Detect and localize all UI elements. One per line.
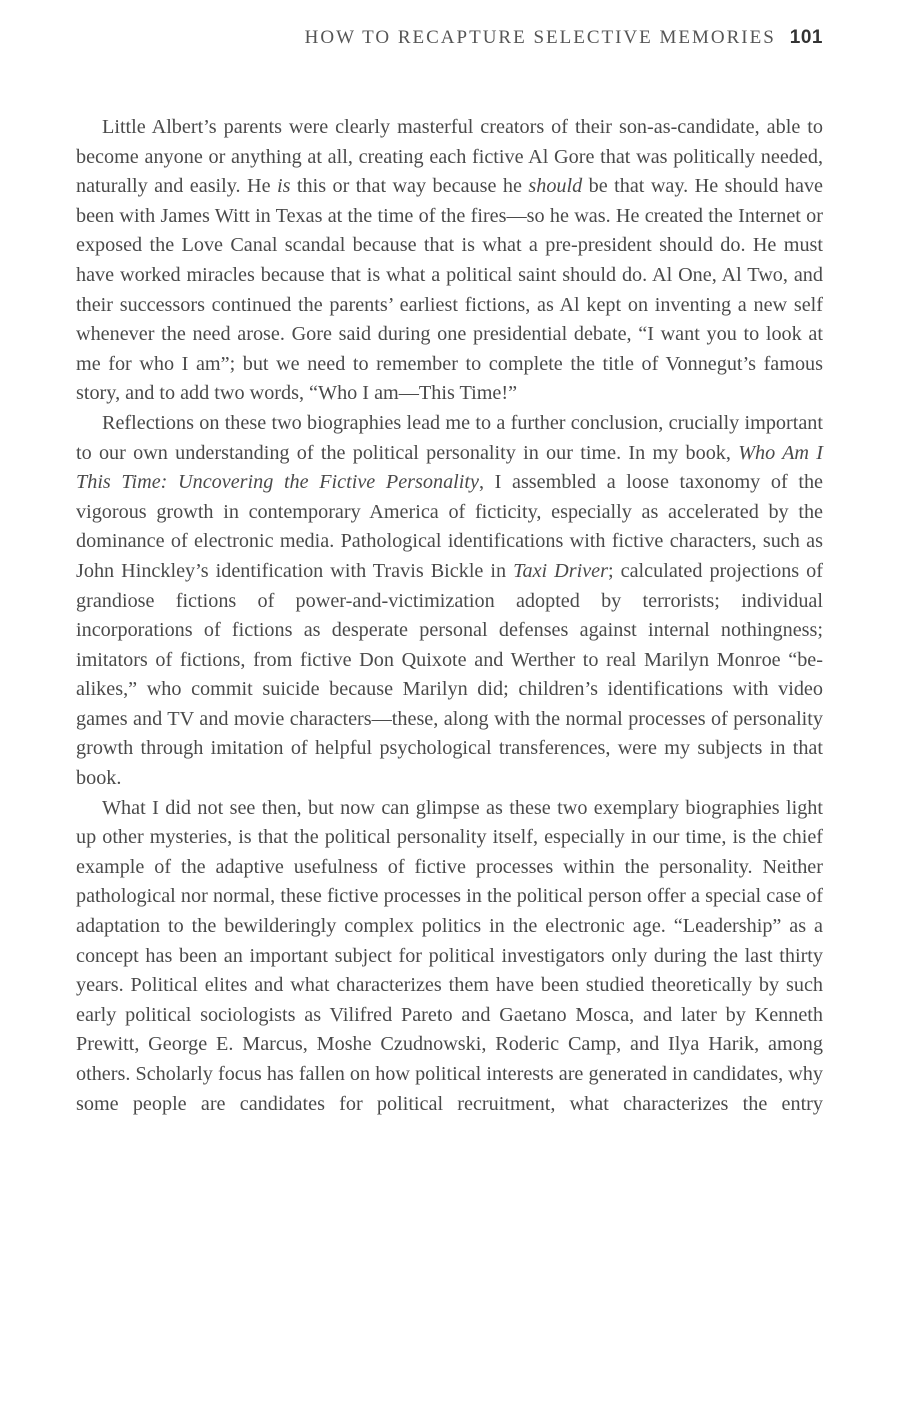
page-number: 101	[789, 27, 823, 48]
body-text	[76, 113, 823, 1119]
paragraph-2	[76, 409, 823, 794]
text-segment: Little Albert’s parents were clearly masterful creators of their son-as-candidate, able to become anyone or anything at all, creating each fictive Al Gore that was politically needed, naturally and easily. He	[76, 116, 823, 198]
text-segment: this or that way because he	[290, 175, 529, 198]
book-page	[76, 0, 823, 1420]
paragraph-3	[76, 794, 823, 1120]
text-segment: Reflections on these two biographies lead me to a further conclusion, crucially important to our own understanding of the political personality in our time. In my book,	[76, 411, 823, 464]
text-segment: , I assembled a loose taxonomy of the vigorous growth in contemporary America of ficticity, especially as accelerated by the dominance of electronic media. Pathological identifications with fictive characters, such as John Hinckley’s identification with Travis Bickle in	[76, 471, 823, 582]
text-segment-italic: should	[528, 175, 583, 198]
text-segment: ; calculated projections of grandiose fictions of power-and-victimization adopted by terrorists; individual incorporations of fictions as desperate personal defenses against internal nothingness; imitators of fictions, from fictive Don Quixote and Werther to real Marilyn Monroe “be-alikes,” who commit suicide because Marilyn did; children’s identifications with video games and TV and movie characters—these, along with the normal processes of personality growth through imitation of helpful psychological transferences, were my subjects in that book.	[76, 559, 823, 790]
text-segment-italic: Taxi Driver	[513, 559, 608, 582]
paragraph-1	[76, 113, 823, 409]
text-segment: be that way. He should have been with James Witt in Texas at the time of the fires—so he was. He created the Internet or exposed the Love Canal scandal because that is what a pre-president should do. He must have worked miracles because that is what a political saint should do. Al One, Al Two, and their successors continued the parents’ earliest fictions, as Al kept on inventing a new self whenever the need arose. Gore said during one presidential debate, “I want you to look at me for who I am”; but we need to remember to complete the title of Vonnegut’s famous story, and to add two words, “Who I am—This Time!”	[76, 175, 824, 405]
text-segment: What I did not see then, but now can glimpse as these two exemplary biographies light up other mysteries, is that the political personality itself, especially in our time, is the chief example of the adaptive usefulness of fictive processes within the personality. Neither pathological nor normal, these fictive processes in the political person offer a special case of adaptation to the bewilderingly complex politics in the electronic age. “Leadership” as a concept has been an important subject for political investigators only during the last thirty years. Political elites and what characterizes them have been studied theoretically by such early political sociologists as Vilifred Pareto and Gaetano Mosca, and later by Kenneth Prewitt, George E. Marcus, Moshe Czudnowski, Roderic Camp, and Ilya Harik, among others. Scholarly focus has fallen on how political interests are generated in candidates, why some people are candidates for political recruitment, what characterizes the entry	[76, 796, 823, 1115]
text-segment-italic: Who Am I This Time: Uncovering the Fictive Personality	[76, 441, 823, 494]
text-segment-italic: is	[277, 175, 291, 198]
running-title: HOW TO RECAPTURE SELECTIVE MEMORIES	[304, 27, 776, 48]
running-head	[305, 24, 823, 49]
